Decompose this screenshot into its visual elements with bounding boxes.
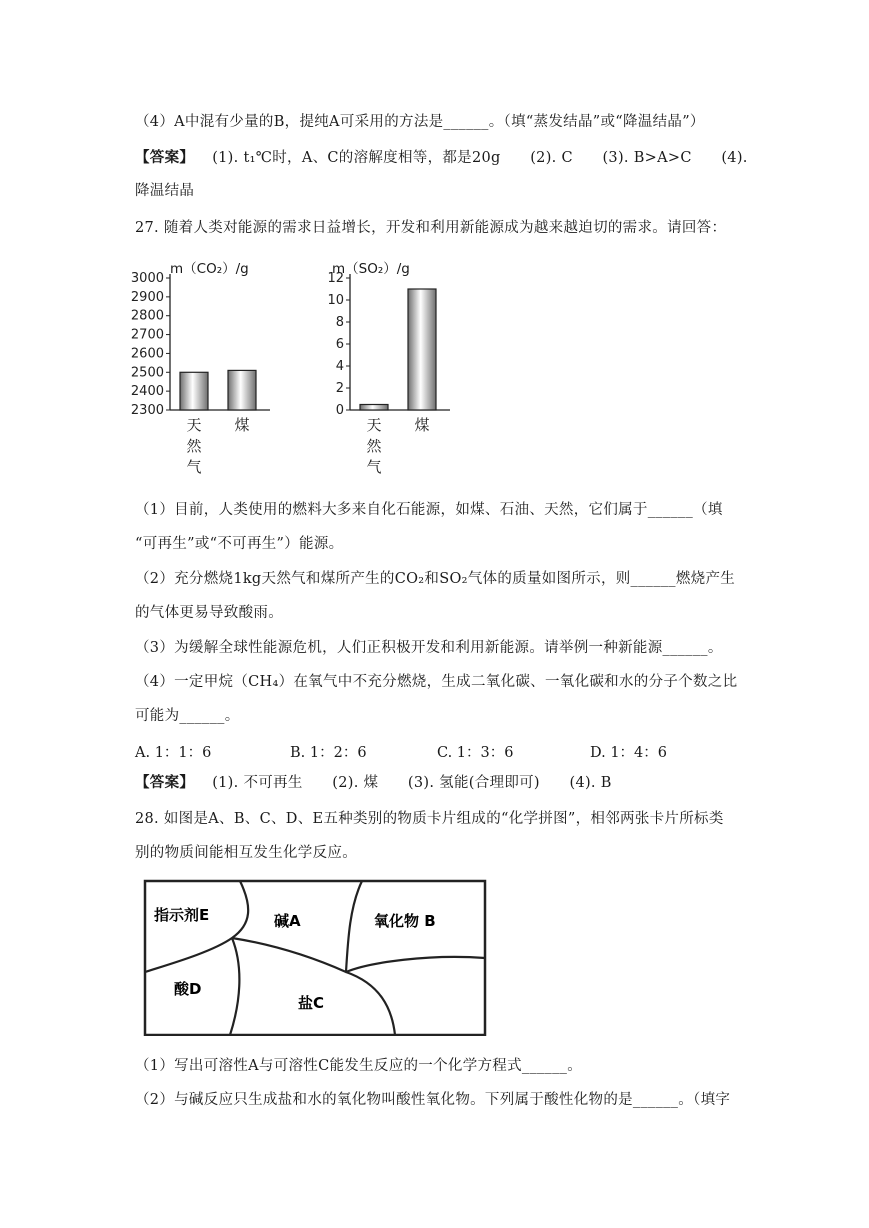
q27-option-a: A. 1：1：6 xyxy=(135,745,212,761)
q27-answer-text: (1). 不可再生 (2). 煤 (3). 氢能(合理即可) (4). B xyxy=(212,775,612,791)
co2-chart-title: m（CO₂）/g xyxy=(170,261,249,277)
card-acid-d: 酸D xyxy=(174,980,202,998)
q28-stem-line1: 28. 如图是A、B、C、D、E五种类别的物质卡片组成的“化学拼图”，相邻两张卡片所标类 xyxy=(135,811,724,827)
so2-category-label: 天 xyxy=(366,416,382,434)
q27-part1-line2: “可再生”或“不可再生”）能源。 xyxy=(135,536,344,552)
q26-part4: （4）A中混有少量的B，提纯A可采用的方法是______。（填“蒸发结晶”或“降温结晶”） xyxy=(135,114,705,130)
q27-part2-line1: （2）充分燃烧1kg天然气和煤所产生的CO₂和SO₂气体的质量如图所示，则______燃烧产生 xyxy=(135,571,736,587)
co2-y-tick-label: 2400 xyxy=(130,384,164,400)
q26-answer-line xyxy=(135,148,748,168)
so2-bar xyxy=(408,289,436,410)
q27-part3: （3）为缓解全球性能源危机，人们正积极开发和利用新能源。请举例一种新能源______。 xyxy=(135,640,723,656)
q27-stem: 27. 随着人类对能源的需求日益增长，开发和利用新能源成为越来越迫切的需求。请回答： xyxy=(135,220,727,236)
q26-answer-text: (1). t₁℃时，A、C的溶解度相等，都是20g (2). C (3). B>A>C (4). xyxy=(212,150,748,166)
q27-part4-line2: 可能为______。 xyxy=(135,708,240,724)
co2-bar-chart xyxy=(120,270,280,500)
card-salt-c: 盐C xyxy=(298,994,325,1012)
answer-tag: 【答案】 xyxy=(135,149,195,166)
co2-y-tick-label: 2700 xyxy=(130,327,164,343)
co2-category-label: 然 xyxy=(186,437,202,455)
chemistry-puzzle-diagram xyxy=(140,876,490,1036)
co2-y-tick-label: 3000 xyxy=(130,271,164,286)
co2-category-label: 煤 xyxy=(234,416,250,434)
q27-part1-line1: （1）目前，人类使用的燃料大多来自化石能源，如煤、石油、天然，它们属于______（填 xyxy=(135,502,723,518)
co2-bar xyxy=(180,372,208,410)
co2-category-label: 气 xyxy=(186,458,202,476)
so2-y-tick-label: 12 xyxy=(327,271,344,286)
so2-category-label: 气 xyxy=(366,458,382,476)
card-oxide-b: 氧化物 B xyxy=(374,912,436,930)
co2-y-tick-label: 2900 xyxy=(130,289,164,305)
so2-y-tick-label: 8 xyxy=(335,315,344,330)
q26-answer-line2: 降温结晶 xyxy=(135,183,195,199)
so2-bar-chart xyxy=(300,270,460,500)
answer-tag: 【答案】 xyxy=(135,774,195,791)
q28-part2: （2）与碱反应只生成盐和水的氧化物叫酸性氧化物。下列属于酸性化物的是______。（填字 xyxy=(135,1092,731,1108)
q27-answer-line xyxy=(135,773,612,793)
co2-y-tick-label: 2300 xyxy=(130,403,164,418)
so2-y-tick-label: 6 xyxy=(335,337,344,352)
q27-option-d: D. 1：4：6 xyxy=(590,745,668,761)
so2-y-tick-label: 10 xyxy=(327,293,344,308)
co2-category-label: 天 xyxy=(186,416,202,434)
q28-stem-line2: 别的物质间能相互发生化学反应。 xyxy=(135,845,357,861)
so2-y-tick-label: 0 xyxy=(335,403,344,418)
so2-bar xyxy=(360,405,388,411)
card-indicator-e: 指示剂E xyxy=(154,906,210,924)
co2-y-tick-label: 2800 xyxy=(130,308,164,324)
q27-part4-line1: （4）一定甲烷（CH₄）在氧气中不充分燃烧，生成二氧化碳、一氧化碳和水的分子个数之比 xyxy=(135,674,738,690)
co2-bar xyxy=(228,370,256,410)
so2-category-label: 煤 xyxy=(414,416,430,434)
so2-category-label: 然 xyxy=(366,437,382,455)
so2-y-tick-label: 2 xyxy=(335,381,344,396)
co2-y-tick-label: 2600 xyxy=(130,346,164,362)
so2-chart-title: m（SO₂）/g xyxy=(332,261,410,277)
q27-part2-line2: 的气体更易导致酸雨。 xyxy=(135,605,283,621)
q28-part1: （1）写出可溶性A与可溶性C能发生反应的一个化学方程式______。 xyxy=(135,1058,582,1074)
card-base-a: 碱A xyxy=(274,912,301,930)
q27-option-c: C. 1：3：6 xyxy=(437,745,514,761)
q27-option-b: B. 1：2：6 xyxy=(290,745,367,761)
so2-y-tick-label: 4 xyxy=(335,359,344,374)
co2-y-tick-label: 2500 xyxy=(130,365,164,381)
